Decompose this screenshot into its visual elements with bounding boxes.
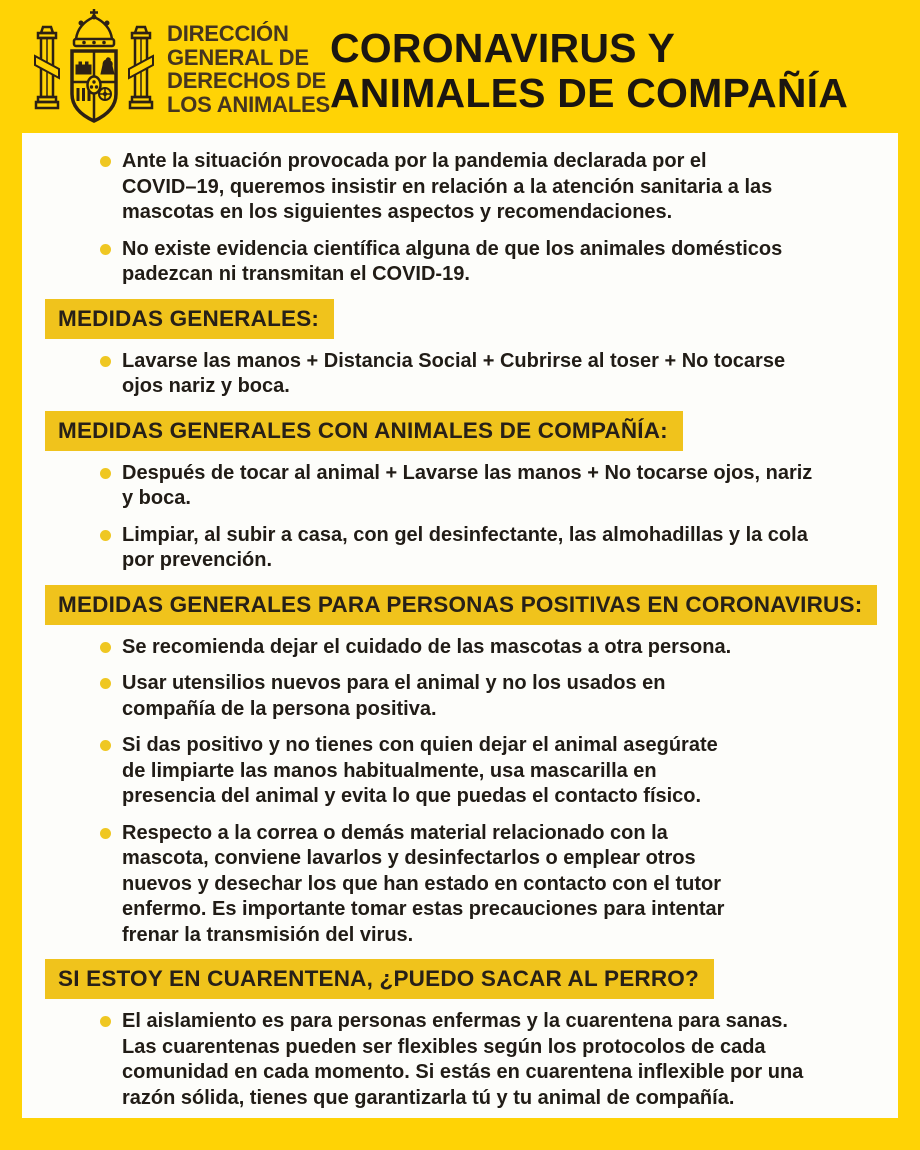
section-cuarentena <box>22 959 898 1111</box>
section-heading: MEDIDAS GENERALES PARA PERSONAS POSITIVAS EN CORONAVIRUS: <box>45 585 877 625</box>
bullet-dot-icon <box>100 828 111 839</box>
bullet-dot-icon <box>100 740 111 751</box>
list-item <box>122 671 874 722</box>
bullet-dot-icon <box>100 642 111 653</box>
bullet-text: Respecto a la correa o demás material relacionado con la mascota, conviene lavarlos y desinfectarlos o emplear otros nuevos y desechar los que han estado en contacto con el tutor enfermo. Es importante tomar estas precauciones para intentar frenar la transmisión del virus. <box>122 821 725 946</box>
bullet-text: No existe evidencia científica alguna de que los animales domésticos padezcan ni transmitan el COVID-19. <box>122 237 783 285</box>
bullet-dot-icon <box>100 156 111 167</box>
section-medidas-animales <box>22 411 898 574</box>
section-heading: MEDIDAS GENERALES CON ANIMALES DE COMPAÑÍA: <box>45 411 683 451</box>
list-item <box>122 149 874 226</box>
bullet-text: Usar utensilios nuevos para el animal y no los usados en compañía de la persona positiva. <box>122 672 666 720</box>
bullet-text: Si das positivo y no tienes con quien dejar el animal asegúrate de limpiarte las manos habitualmente, usa mascarilla en presencia del animal y evita lo que puedas el contacto físico. <box>122 734 718 807</box>
list-item <box>122 1009 874 1111</box>
poster-title: CORONAVIRUS Y ANIMALES DE COMPAÑÍA <box>330 25 849 116</box>
section-personas-positivas <box>22 585 898 949</box>
list-item <box>122 523 874 574</box>
section-heading: MEDIDAS GENERALES: <box>45 299 334 339</box>
section-medidas-generales <box>22 299 898 400</box>
bullet-text: Limpiar, al subir a casa, con gel desinfectante, las almohadillas y la cola por prevención. <box>122 523 808 571</box>
org-name: DIRECCIÓN GENERAL DE DERECHOS DE LOS ANIMALES <box>167 21 331 117</box>
bullet-text: El aislamiento es para personas enfermas y la cuarentena para sanas. Las cuarentenas pueden ser flexibles según los protocolos de cada comunidad en cada momento. Si estás en cuarentena inflexible por una razón sólida, tienes que garantizarla tú y tu animal de compañía. <box>122 1010 804 1109</box>
list-item <box>122 237 874 288</box>
bullet-text: Ante la situación provocada por la pandemia declarada por el COVID–19, queremos insistir en relación a la atención sanitaria a las mascotas en los siguientes aspectos y recomendaciones. <box>122 150 773 223</box>
section-heading: SI ESTOY EN CUARENTENA, ¿PUEDO SACAR AL PERRO? <box>45 959 714 999</box>
bullet-dot-icon <box>100 530 111 541</box>
list-item <box>122 733 874 810</box>
bullet-dot-icon <box>100 356 111 367</box>
section-intro <box>22 149 898 288</box>
list-item <box>122 461 874 512</box>
bullet-text: Después de tocar al animal + Lavarse las manos + No tocarse ojos, nariz y boca. <box>122 461 813 509</box>
list-item <box>122 821 874 949</box>
content-panel <box>22 133 898 1118</box>
bullet-dot-icon <box>100 244 111 255</box>
bullet-dot-icon <box>100 678 111 689</box>
bullet-dot-icon <box>100 1016 111 1027</box>
list-item <box>122 349 874 400</box>
bullet-text: Se recomienda dejar el cuidado de las mascotas a otra persona. <box>122 635 732 658</box>
bullet-dot-icon <box>100 468 111 479</box>
bullet-text: Lavarse las manos + Distancia Social + Cubrirse al toser + No tocarse ojos nariz y boca. <box>122 349 786 397</box>
list-item <box>122 635 874 661</box>
spain-coat-of-arms-icon <box>28 5 160 131</box>
